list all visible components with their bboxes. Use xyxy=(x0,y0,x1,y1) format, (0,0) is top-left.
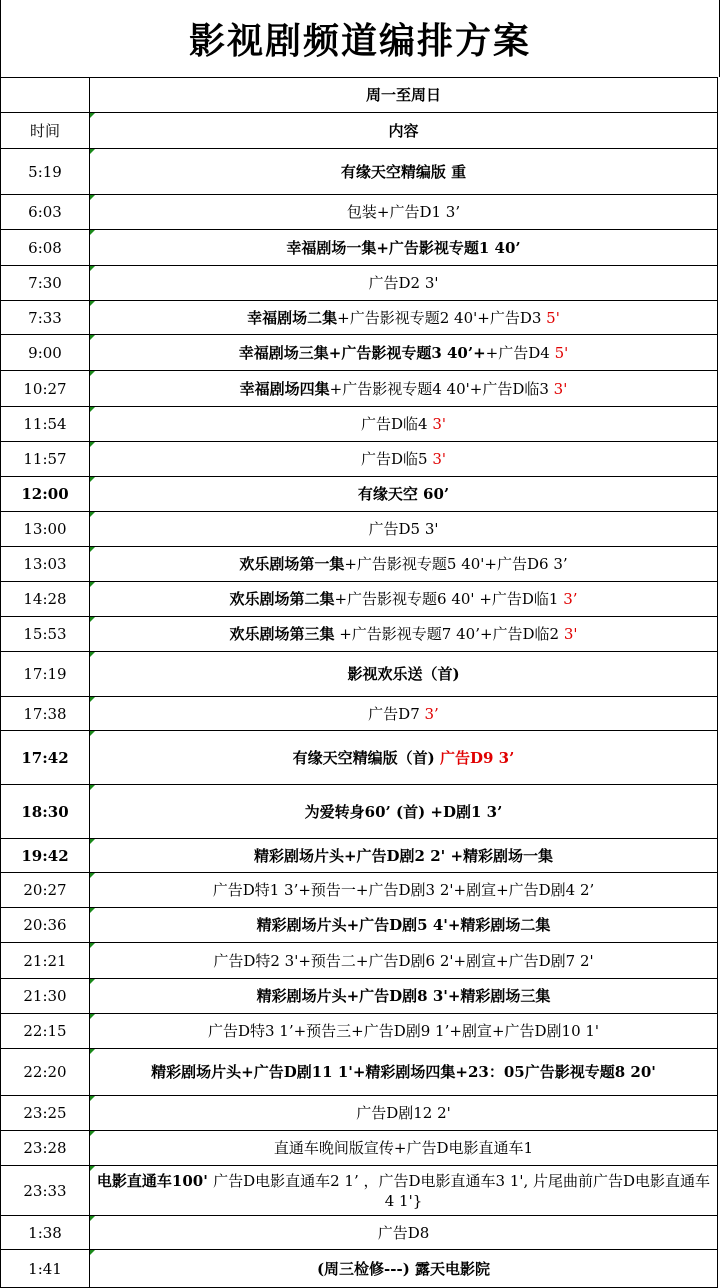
schedule-row xyxy=(1,979,718,1014)
content-cell xyxy=(90,652,718,697)
schedule-row xyxy=(1,1014,718,1049)
time-cell: 7:33 xyxy=(1,301,90,335)
time-cell: 11:54 xyxy=(1,407,90,442)
content-cell xyxy=(90,477,718,512)
red-duration-text: 3’ xyxy=(424,704,439,723)
content-cell xyxy=(90,335,718,371)
header-content-cell: 内容 xyxy=(90,113,718,149)
content-cell xyxy=(90,301,718,335)
time-cell: 18:30 xyxy=(1,785,90,839)
header-empty-cell xyxy=(1,78,90,113)
schedule-row xyxy=(1,943,718,979)
time-cell: 12:00 xyxy=(1,477,90,512)
content-cell xyxy=(90,731,718,785)
program-text: 广告D7 xyxy=(368,704,425,723)
schedule-row xyxy=(1,617,718,652)
time-cell: 23:25 xyxy=(1,1096,90,1131)
schedule-row xyxy=(1,195,718,230)
content-cell xyxy=(90,617,718,652)
time-cell: 15:53 xyxy=(1,617,90,652)
schedule-table xyxy=(0,77,718,1288)
program-text: 精彩剧场片头+广告D剧8 3'+精彩剧场三集 xyxy=(256,987,551,1005)
content-cell xyxy=(90,785,718,839)
schedule-row xyxy=(1,335,718,371)
time-cell: 19:42 xyxy=(1,839,90,873)
program-text: +广告影视专题5 40'+广告D6 3’ xyxy=(344,555,568,573)
program-text: 欢乐剧场第一集 xyxy=(239,555,345,573)
program-text: 有缘天空精编版 重 xyxy=(340,162,467,181)
content-cell xyxy=(90,512,718,547)
page-title: 影视剧频道编排方案 xyxy=(0,0,720,77)
schedule-row xyxy=(1,731,718,785)
time-cell: 20:27 xyxy=(1,873,90,908)
program-text: 欢乐剧场第三集 xyxy=(229,625,335,643)
content-cell xyxy=(90,230,718,266)
program-text: 影视欢乐送（首) xyxy=(347,665,460,683)
content-cell xyxy=(90,371,718,407)
content-cell xyxy=(90,1096,718,1131)
content-cell xyxy=(90,266,718,301)
program-text: +广告影视专题6 40' +广告D临1 xyxy=(334,590,564,608)
red-duration-text: 3' xyxy=(553,379,568,398)
schedule-row xyxy=(1,230,718,266)
program-text: 广告D特3 1’+预告三+广告D剧9 1’+剧宣+广告D剧10 1' xyxy=(207,1022,600,1040)
program-text: 广告D特2 3'+预告二+广告D剧6 2'+剧宣+广告D剧7 2' xyxy=(213,951,594,970)
time-cell: 5:19 xyxy=(1,149,90,195)
time-cell: 13:03 xyxy=(1,547,90,582)
time-cell: 22:15 xyxy=(1,1014,90,1049)
content-cell xyxy=(90,1014,718,1049)
time-cell: 17:19 xyxy=(1,652,90,697)
schedule-row xyxy=(1,547,718,582)
time-cell: 17:42 xyxy=(1,731,90,785)
time-cell: 23:28 xyxy=(1,1131,90,1166)
content-cell xyxy=(90,149,718,195)
program-text: 有缘天空精编版（首) xyxy=(292,748,440,767)
time-cell: 11:57 xyxy=(1,442,90,477)
content-cell xyxy=(90,1216,718,1250)
program-text: (周三检修---) 露天电影院 xyxy=(316,1259,491,1278)
content-cell xyxy=(90,908,718,943)
red-duration-text: 3' xyxy=(432,450,446,468)
time-cell: 6:08 xyxy=(1,230,90,266)
schedule-row xyxy=(1,1049,718,1096)
time-cell: 1:38 xyxy=(1,1216,90,1250)
time-cell: 13:00 xyxy=(1,512,90,547)
program-text: 广告D临5 xyxy=(360,450,433,468)
schedule-row xyxy=(1,697,718,731)
program-text: 广告D特1 3’+预告一+广告D剧3 2'+剧宣+广告D剧4 2’ xyxy=(212,881,595,899)
header-time-cell: 时间 xyxy=(1,113,90,149)
red-duration-text: 5' xyxy=(546,308,560,327)
header-row-columns xyxy=(1,113,718,149)
program-text: 广告D电影直通车2 1’ ，广告D电影直通车3 1', 片尾曲前广告D电影直通车4 1'} xyxy=(213,1171,711,1210)
content-cell xyxy=(90,839,718,873)
schedule-row xyxy=(1,839,718,873)
time-cell: 21:21 xyxy=(1,943,90,979)
program-text: 广告D8 xyxy=(377,1223,430,1242)
time-cell: 14:28 xyxy=(1,582,90,617)
content-cell xyxy=(90,979,718,1014)
schedule-row xyxy=(1,1216,718,1250)
time-cell: 21:30 xyxy=(1,979,90,1014)
program-text: 幸福剧场四集 xyxy=(239,379,330,398)
schedule-row xyxy=(1,873,718,908)
program-text: 精彩剧场片头+广告D剧5 4'+精彩剧场二集 xyxy=(256,916,551,934)
time-cell: 22:20 xyxy=(1,1049,90,1096)
time-cell: 10:27 xyxy=(1,371,90,407)
schedule-row xyxy=(1,149,718,195)
content-cell xyxy=(90,195,718,230)
content-cell xyxy=(90,1166,718,1216)
program-text: 幸福剧场一集+广告影视专题1 40’ xyxy=(286,238,521,257)
red-duration-text: 3' xyxy=(563,625,578,643)
content-cell xyxy=(90,547,718,582)
time-cell: 9:00 xyxy=(1,335,90,371)
schedule-row xyxy=(1,442,718,477)
time-cell: 7:30 xyxy=(1,266,90,301)
program-text: 幸福剧场二集 xyxy=(247,308,338,327)
program-text: 精彩剧场片头+广告D剧11 1'+精彩剧场四集+23：05广告影视专题8 20' xyxy=(151,1063,656,1081)
schedule-row xyxy=(1,266,718,301)
program-text: +广告影视专题7 40’+广告D临2 xyxy=(334,625,564,643)
header-days-cell: 周一至周日 xyxy=(90,78,718,113)
schedule-row xyxy=(1,477,718,512)
schedule-row xyxy=(1,1131,718,1166)
schedule-row xyxy=(1,407,718,442)
program-text: 广告D2 3' xyxy=(368,274,439,292)
schedule-row xyxy=(1,301,718,335)
schedule-row xyxy=(1,512,718,547)
program-text: 电影直通车100' xyxy=(96,1171,214,1190)
program-text: 为爱转身60’ (首) +D剧1 3’ xyxy=(304,802,503,821)
schedule-row xyxy=(1,652,718,697)
time-cell: 6:03 xyxy=(1,195,90,230)
program-text: 包装+广告D1 3’ xyxy=(346,203,461,221)
red-duration-text: 3’ xyxy=(563,590,578,608)
schedule-row xyxy=(1,908,718,943)
program-text: +广告影视专题2 40'+广告D3 xyxy=(337,308,547,327)
time-cell: 20:36 xyxy=(1,908,90,943)
program-text: 广告D5 3' xyxy=(368,520,439,538)
schedule-row xyxy=(1,582,718,617)
program-text: +广告D4 xyxy=(485,343,555,362)
content-cell xyxy=(90,1250,718,1288)
program-text: 有缘天空 60’ xyxy=(357,485,450,503)
content-cell xyxy=(90,1131,718,1166)
header-row-days xyxy=(1,78,718,113)
program-text: +广告影视专题4 40'+广告D临3 xyxy=(329,379,554,398)
program-text: 欢乐剧场第二集 xyxy=(229,590,335,608)
content-cell xyxy=(90,697,718,731)
content-cell xyxy=(90,1049,718,1096)
program-text: 广告D临4 xyxy=(360,415,433,433)
program-text: 直通车晚间版宣传+广告D电影直通车1 xyxy=(273,1139,534,1157)
red-duration-text: 广告D9 3’ xyxy=(440,748,515,767)
program-text: 精彩剧场片头+广告D剧2 2' +精彩剧场一集 xyxy=(253,846,554,865)
content-cell xyxy=(90,943,718,979)
time-cell: 23:33 xyxy=(1,1166,90,1216)
content-cell xyxy=(90,582,718,617)
schedule-row xyxy=(1,371,718,407)
schedule-row xyxy=(1,1250,718,1288)
content-cell xyxy=(90,407,718,442)
time-cell: 17:38 xyxy=(1,697,90,731)
time-cell: 1:41 xyxy=(1,1250,90,1288)
red-duration-text: 3' xyxy=(432,415,446,433)
content-cell xyxy=(90,873,718,908)
red-duration-text: 5' xyxy=(554,343,569,362)
schedule-row xyxy=(1,1166,718,1216)
content-cell xyxy=(90,442,718,477)
schedule-row xyxy=(1,785,718,839)
program-text: 幸福剧场三集+广告影视专题3 40’+ xyxy=(238,343,486,362)
program-text: 广告D剧12 2' xyxy=(356,1104,451,1122)
schedule-row xyxy=(1,1096,718,1131)
